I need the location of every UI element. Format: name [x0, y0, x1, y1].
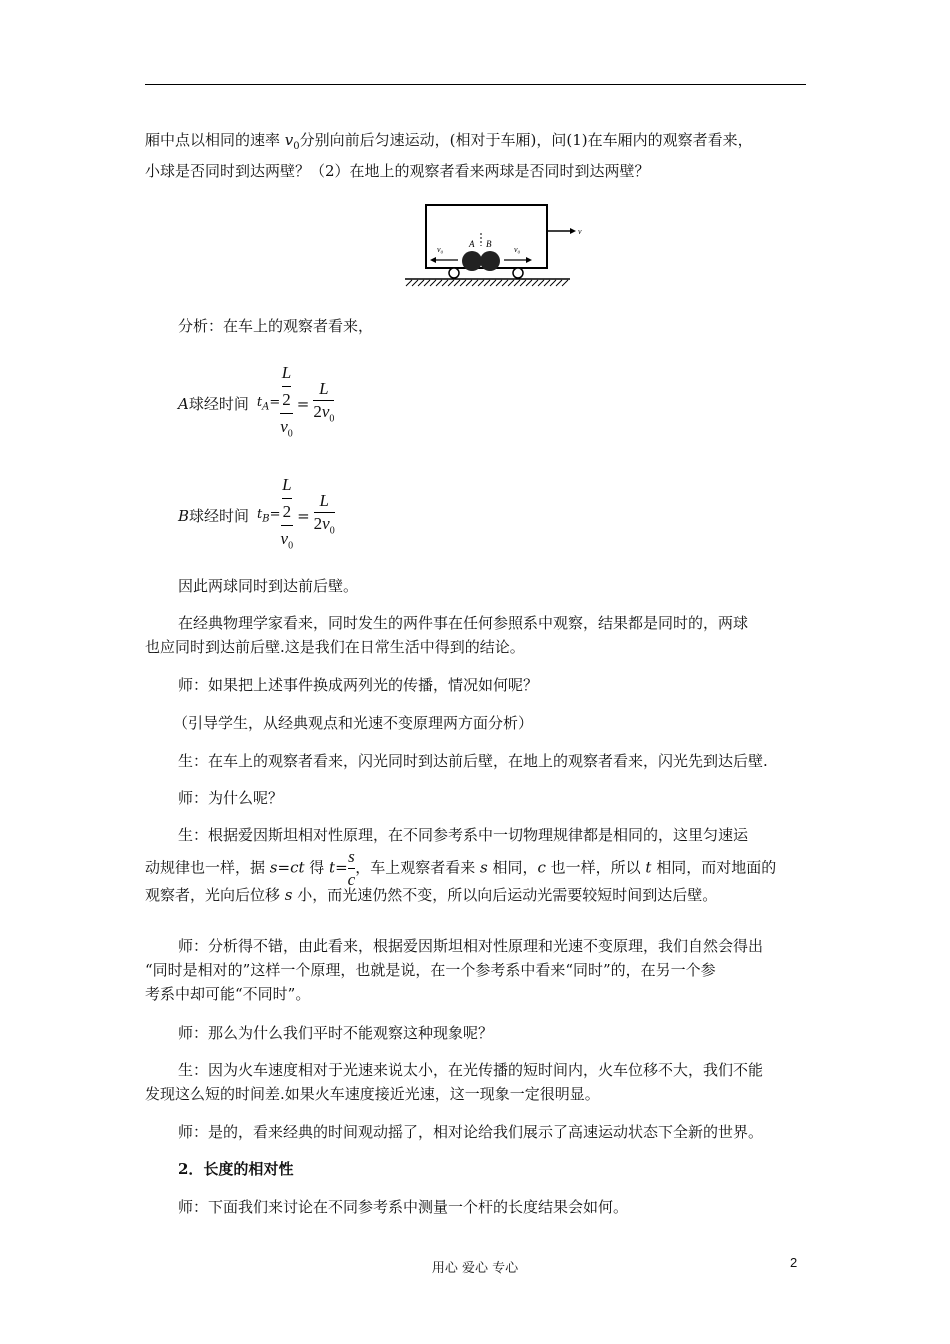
text: 师：分析得不错，由此看来，根据爱因斯坦相对性原理和光速不变原理，我们自然会得出	[178, 937, 764, 955]
guide-line: （引导学生，从经典观点和光速不变原理两方面分析）	[173, 714, 534, 732]
teacher-line-1: 师：如果把上述事件换成两列光的传播，情况如何呢？	[178, 676, 539, 694]
ball-b	[480, 251, 500, 271]
right-arrowhead	[526, 257, 532, 263]
section-heading-2: 2．长度的相对性	[178, 1160, 294, 1178]
text: 厢中点以相同的速率	[145, 131, 285, 149]
analysis-intro: 分析：在车上的观察者看来，	[178, 317, 374, 335]
eq-b-lhs-frac: $\frac{\frac{L}{2}}{v_0}$	[280, 475, 294, 552]
text: 生：因为火车速度相对于光速来说太小，在光传播的短时间内，火车位移不大，我们不能	[178, 1061, 764, 1079]
eq-a-lhs-frac: $\frac{\frac{L}{2}}{v_0}$	[280, 363, 293, 440]
label-v0-left: v₀	[437, 245, 444, 254]
text: 也应同时到达前后壁.这是我们在日常生活中得到的结论。	[145, 638, 525, 656]
eq-b-label: B球经时间	[178, 507, 250, 526]
label-v: v	[578, 227, 582, 236]
ground-hatching	[406, 280, 568, 286]
page-number: 2	[790, 1255, 798, 1270]
paragraph-student-2: 生：根据爱因斯坦相对性原理，在不同参考系中一切物理规律都是相同的，这里匀速运 动规律也一样，据 s=ct 得 t= $\frac{s}{c}$ ，车上观察者看来 s 相同，c 也一样，所以 t 相同，而对地面的 观察者，光向后位移 s 小，而光速仍然不变，所以向后运动光需要较短时间到达后壁。	[145, 826, 777, 904]
paragraph-student-3	[145, 1058, 807, 1106]
eq-a-rhs-frac: $\frac{L}{2v_0}$	[313, 378, 335, 424]
student-line-1: 生：在车上的观察者看来，闪光同时到达前后壁，在地上的观察者看来，闪光先到达后壁.	[178, 752, 768, 770]
text: 小球是否同时到达两壁？（2）在地上的观察者看来两球是否同时到达两壁？	[145, 162, 650, 180]
train-car-figure	[400, 200, 600, 292]
teacher-line-5: 师：是的，看来经典的时间观动摇了，相对论给我们展示了高速运动状态下全新的世界。	[178, 1123, 764, 1141]
wheel-right	[513, 268, 523, 278]
label-b: B	[486, 239, 492, 249]
wheel-left	[449, 268, 459, 278]
text: 分别向前后匀速运动，(相对于车厢)，问(1)在车厢内的观察者看来，	[299, 131, 753, 149]
eq-a-t: $t_A=$	[256, 394, 281, 413]
ball-a	[462, 251, 482, 271]
equation-a: A球经时间 $t_A=$ $\frac{\frac{L}{2}}{v_0}$ = $\frac{L}{2v_0}$	[178, 362, 334, 445]
var-v: v	[284, 131, 294, 149]
text: 发现这么短的时间差.如果火车速度接近光速，这一现象一定很明显。	[145, 1085, 600, 1103]
text: “同时是相对的”这样一个原理，也就是说，在一个参考系中看来“同时”的，在另一个参	[145, 961, 716, 979]
text: 生：根据爱因斯坦相对性原理，在不同参考系中一切物理规律都是相同的，这里匀速运	[178, 826, 749, 844]
header-rule	[145, 84, 806, 85]
teacher-line-6: 师：下面我们来讨论在不同参考系中测量一个杆的长度结果会如何。	[178, 1198, 629, 1216]
teacher-line-2: 师：为什么呢？	[178, 789, 284, 807]
text: 在经典物理学家看来，同时发生的两件事在任何参照系中观察，结果都是同时的，两球	[178, 614, 749, 632]
equation-b: B球经时间 $t_B=$ $\frac{\frac{L}{2}}{v_0}$ = $\frac{L}{2v_0}$	[178, 474, 335, 557]
eq-b-rhs-frac: $\frac{L}{2v_0}$	[313, 490, 335, 536]
conclusion-1: 因此两球同时到达前后壁。	[178, 577, 359, 595]
paragraph-classical	[145, 611, 807, 659]
eq-a-label: A球经时间	[178, 395, 249, 414]
subscript: 0	[293, 141, 300, 152]
left-arrowhead	[430, 257, 436, 263]
label-v0-right: v₀	[514, 245, 521, 254]
eq-b-t: $t_B=$	[257, 506, 281, 525]
page-footer: 用心 爱心 专心	[431, 1261, 519, 1276]
text: 考系中却可能“不同时”。	[145, 985, 311, 1003]
s-over-c-frac: $\frac{s}{c}$	[347, 847, 356, 889]
velocity-arrowhead	[570, 228, 576, 234]
paragraph-1	[145, 128, 807, 183]
label-a: A	[469, 239, 475, 249]
teacher-line-4: 师：那么为什么我们平时不能观察这种现象呢？	[178, 1024, 494, 1042]
paragraph-teacher-3	[145, 934, 807, 1006]
